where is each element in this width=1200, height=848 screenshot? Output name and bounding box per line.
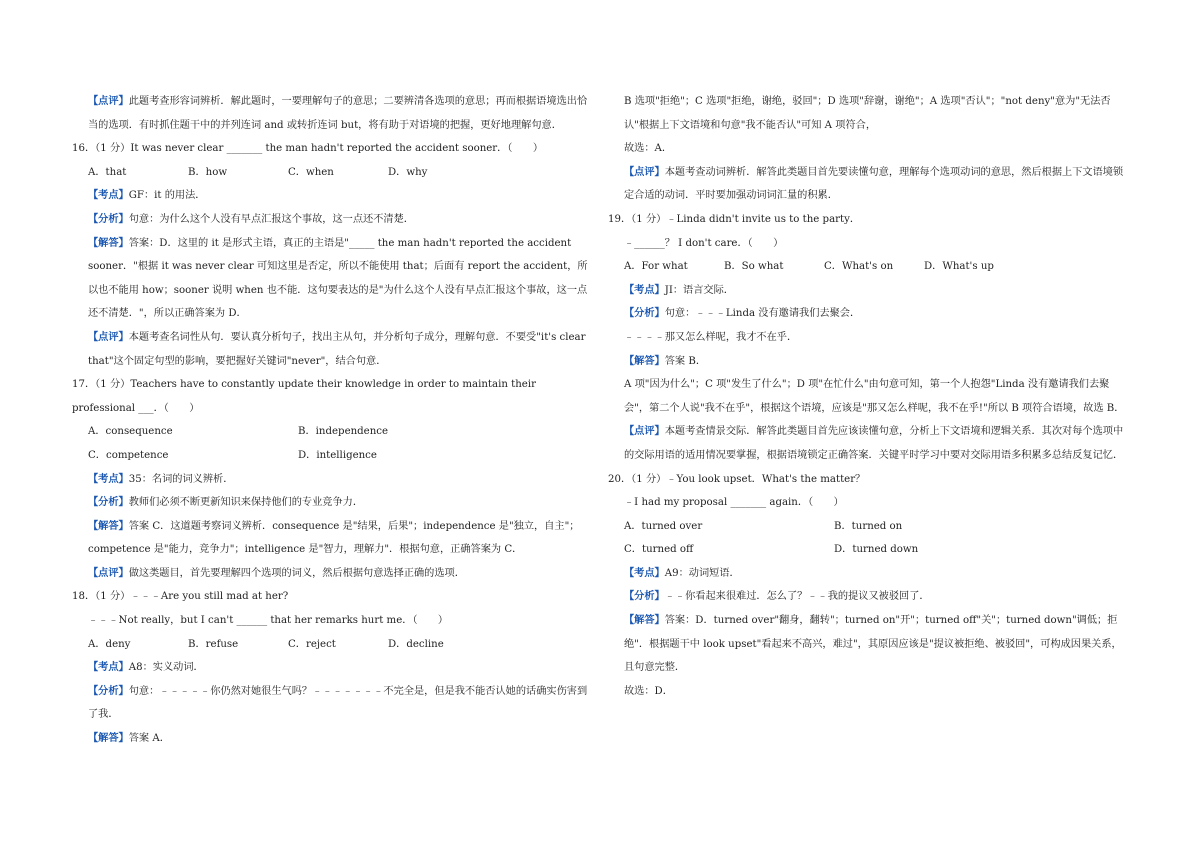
options-row — [624, 538, 1128, 562]
options-row — [624, 515, 1128, 539]
question-20: 20．（1 分）﹣You look upset．What's the matter？ — [608, 473, 866, 485]
answer-tag: 【解答】 — [624, 354, 665, 367]
analysis — [88, 680, 592, 727]
options-row — [88, 420, 592, 444]
option-c: C．What's on — [824, 261, 894, 273]
paragraph-text: ﹣﹣你看起来很难过．怎么了？﹣﹣我的提议又被驳回了． — [664, 591, 930, 603]
paragraph-text: JI：语言交际． — [664, 284, 734, 296]
option-a: A．consequence — [88, 426, 173, 438]
paragraph-text: 本题考查动词辨析．解答此类题目首先要读懂句意，理解每个选项动词的意思，然后根据上下文语境锁定合适的动词．平时要加强动词词汇量的积累． — [624, 166, 1124, 202]
paragraph-text: GF：it 的用法． — [128, 190, 206, 202]
answer-tag: 【解答】 — [88, 236, 129, 249]
option-a: A．For what — [624, 261, 688, 273]
answer-tag: 【解答】 — [88, 519, 129, 532]
paragraph-text: A8：实义动词． — [128, 662, 204, 674]
answer-tag: 【解答】 — [624, 614, 665, 627]
final-choice: 故选：A． — [624, 143, 673, 155]
option-a: A．deny — [88, 638, 131, 650]
right-column — [608, 90, 1128, 703]
option-d: D．What's up — [924, 261, 994, 273]
paragraph-text: 本题考查情景交际．解答此类题目首先应该读懂句意，分析上下文语境和逻辑关系．其次对每个选项中的交际用语的适用情况要掌握，根据语境锁定正确答案．关键平时学习中要对交际用语多积累多总结反复记忆． — [624, 426, 1124, 461]
options-row — [88, 161, 592, 185]
answer — [624, 609, 1128, 680]
answer — [88, 515, 592, 562]
option-c: C．turned off — [624, 544, 694, 556]
option-b: B．independence — [298, 426, 389, 438]
question-17: 17．（1 分）Teachers have to constantly update their knowledge in order to maintain their professional ___．（ ） — [72, 379, 536, 414]
analysis-line2: ﹣﹣﹣﹣那又怎么样呢，我才不在乎． — [624, 331, 798, 343]
answer-continued: B 选项"拒绝"；C 选项"拒绝，谢绝，驳回"；D 选项"辞谢，谢绝"；A 选项"否认"；"not deny"意为"无法否认"根据上下文语境和句意"我不能否认"可知 A 项符合， — [624, 96, 1111, 131]
comment-paragraph — [624, 161, 1128, 208]
question-20-line2: ﹣I had my proposal _______ again．（ ） — [624, 497, 844, 509]
paragraph-text: 答案 C．这道题考察词义辨析．consequence 是"结果，后果"；independence 是"独立，自主"；competence 是"能力，竞争力"；intelligence 是"智力，理解力"．根据句意，正确答案为 C． — [88, 520, 580, 556]
answer — [88, 232, 592, 326]
knowledge-point — [88, 656, 592, 680]
answer-tag: 【解答】 — [88, 732, 129, 745]
analysis — [624, 585, 1128, 609]
paragraph-text: 此题考查形容词辨析．解此题时，一要理解句子的意思；二要辨清各选项的意思；再而根据语境选出恰当的选项．有时抓住题干中的并列连词 and 或转折连词 but，将有助于对语境的把握，更好地理解句意． — [88, 96, 588, 131]
analysis-tag: 【分析】 — [88, 212, 129, 225]
left-column — [72, 90, 592, 751]
knowledge-tag: 【考点】 — [88, 661, 129, 674]
paragraph-text: 答案：D．turned over"翻身，翻转"；turned on"开"；turned off"关"；turned down"调低；拒绝"．根据题干中 look upset"看起来不高兴，难过"，其原因应该是"提议被拒绝、被驳回"，可构成因果关系，且句意完整． — [624, 615, 1122, 674]
paragraph-text: 句意：﹣﹣﹣﹣﹣你仍然对她很生气吗？﹣﹣﹣﹣﹣﹣﹣不完全是，但是我不能否认她的话确实伤害到了我． — [88, 685, 588, 721]
paragraph-text: 答案 B． — [664, 355, 707, 367]
paragraph-text: 答案：D．这里的 it 是形式主语，真正的主语是"_____ the man hadn't reported the accident sooner．"根据 it was never clear 可知这里是否定，所以不能使用 that；后面有 report the accident，所以也不能用 how；sooner 说明 when 也不能．这句要表达的是"为什么这个人没有早点汇报这个事故，这一点还不清楚．"，所以正确答案为 D． — [88, 237, 588, 320]
option-b: B．refuse — [188, 638, 239, 650]
knowledge-tag: 【考点】 — [88, 189, 129, 202]
comment-tag: 【点评】 — [624, 165, 665, 178]
answer — [88, 727, 592, 751]
knowledge-tag: 【考点】 — [624, 283, 665, 296]
comment-paragraph — [88, 90, 592, 137]
paragraph-text: 做这类题目，首先要理解四个选项的词义，然后根据句意选择正确的选项． — [128, 567, 465, 579]
analysis-tag: 【分析】 — [624, 307, 665, 320]
comment-tag: 【点评】 — [88, 95, 129, 107]
analysis — [624, 302, 1128, 326]
question-18: 18．（1 分）﹣﹣﹣Are you still mad at her? — [72, 591, 289, 603]
answer-explanation: A 项"因为什么"；C 项"发生了什么"；D 项"在忙什么"由句意可知，第一个人抱怨"Linda 没有邀请我们去聚会"，第二个人说"我不在乎"，根据这个语境，应该是"那又怎么样呢，我不在乎!"所以 B 项符合语境，故选 B． — [624, 379, 1125, 414]
comment-tag: 【点评】 — [88, 566, 129, 579]
option-c: C．when — [288, 166, 334, 178]
knowledge-point — [624, 279, 1128, 303]
answer — [624, 350, 1128, 374]
paragraph-text: 35：名词的词义辨析． — [128, 473, 234, 485]
paragraph-text: 本题考查名词性从句．要认真分析句子，找出主从句，并分析句子成分，理解句意．不要受"it's clear that"这个固定句型的影响，要把握好关键词"never"，结合句意． — [88, 331, 586, 367]
analysis — [88, 208, 592, 232]
analysis-tag: 【分析】 — [88, 684, 129, 697]
question-19-line2: ﹣______？ I don't care．（ ） — [624, 237, 784, 249]
options-row — [624, 255, 1128, 279]
comment-tag: 【点评】 — [88, 330, 129, 343]
option-a: A．that — [88, 166, 127, 178]
knowledge-point — [624, 562, 1128, 586]
analysis-tag: 【分析】 — [88, 496, 129, 509]
knowledge-point — [88, 468, 592, 492]
paragraph-text: A9：动词短语． — [664, 567, 740, 579]
question-16: 16．（1 分）It was never clear _______ the man hadn't reported the accident sooner．（ ） — [72, 143, 544, 155]
option-d: D．why — [388, 166, 428, 178]
comment-paragraph — [88, 326, 592, 373]
option-d: D．intelligence — [298, 449, 377, 461]
analysis-tag: 【分析】 — [624, 590, 665, 603]
option-a: A．turned over — [624, 520, 703, 532]
paragraph-text: 答案 A． — [128, 733, 170, 745]
paragraph-text: 句意：为什么这个人没有早点汇报这个事故，这一点还不清楚． — [128, 213, 414, 225]
comment-paragraph — [624, 420, 1128, 467]
option-b: B．turned on — [834, 520, 903, 532]
options-row — [88, 633, 592, 657]
option-b: B．how — [188, 166, 228, 178]
option-c: C．competence — [88, 449, 169, 461]
paragraph-text: 教师们必须不断更新知识来保持他们的专业竞争力． — [128, 497, 364, 509]
knowledge-tag: 【考点】 — [88, 472, 129, 485]
options-row — [88, 444, 592, 468]
option-d: D．decline — [388, 638, 444, 650]
analysis — [88, 491, 592, 515]
question-19: 19．（1 分）﹣Linda didn't invite us to the party． — [608, 213, 861, 225]
option-d: D．turned down — [834, 544, 919, 556]
option-b: B．So what — [724, 261, 784, 273]
final-choice: 故选：D． — [624, 685, 673, 697]
option-c: C．reject — [288, 638, 336, 650]
paragraph-text: 句意：﹣﹣﹣Linda 没有邀请我们去聚会． — [664, 308, 861, 320]
question-18-line2: ﹣﹣﹣Not really，but I can't ______ that her remarks hurt me．（ ） — [88, 615, 449, 627]
comment-paragraph — [88, 562, 592, 586]
knowledge-point — [88, 184, 592, 208]
comment-tag: 【点评】 — [624, 425, 665, 438]
knowledge-tag: 【考点】 — [624, 566, 665, 579]
